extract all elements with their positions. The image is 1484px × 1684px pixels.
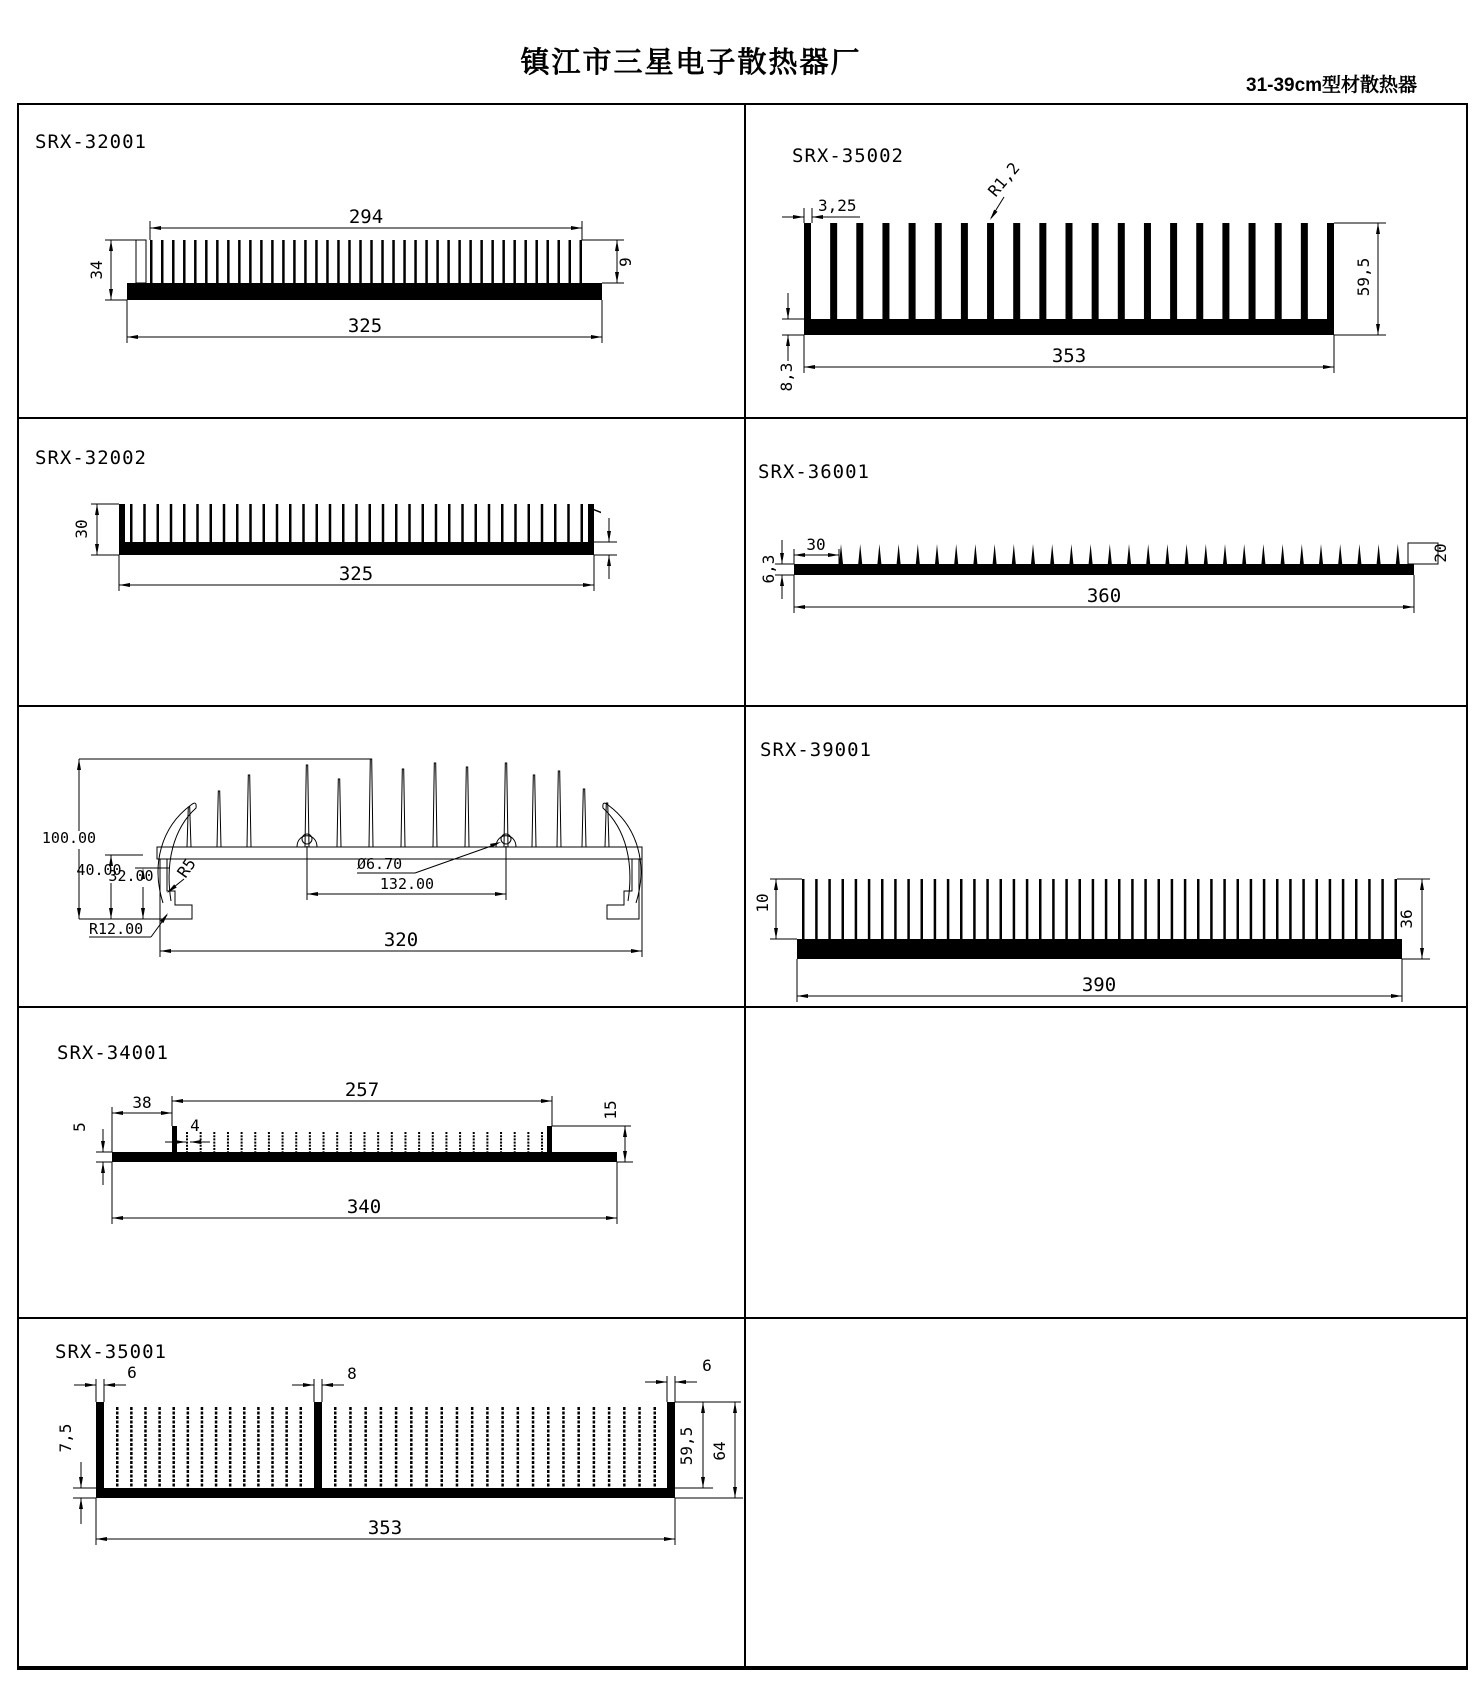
cell-srx-32001: [19, 105, 744, 417]
cell-srx-35001: [19, 1319, 744, 1666]
dim-base-thickness: 7,5: [56, 1423, 75, 1453]
drawing-profile-320: [19, 707, 744, 1006]
cell-srx-35002: [746, 105, 1466, 417]
dim-inner-height: 59,5: [677, 1426, 696, 1466]
dim-fin-span: 257: [344, 1079, 380, 1101]
dim-tip-radius: R1,2: [984, 158, 1024, 201]
cell-empty-1: [746, 1008, 1466, 1317]
dim-base-thickness: 6,3: [759, 554, 778, 584]
heatsink-profile-srx-35001: [73, 1376, 743, 1545]
dim-base-thickness: 7: [586, 506, 605, 516]
dim-hole-spacing: 132.00: [379, 875, 435, 893]
dim-fin-span: 294: [348, 206, 384, 228]
model-label-srx-34001: SRX-34001: [57, 1042, 169, 1064]
drawing-srx-35002: [746, 105, 1466, 417]
dim-overall-width: 390: [1081, 974, 1117, 996]
cell-srx-34001: [19, 1008, 744, 1317]
dim-fin-offset: 38: [132, 1093, 152, 1112]
drawing-srx-32001: [19, 105, 744, 417]
dim-fin-height: 9: [616, 257, 635, 267]
drawing-srx-35001: [19, 1319, 744, 1666]
dim-overall-width: 340: [346, 1196, 382, 1218]
model-label-srx-36001: SRX-36001: [758, 461, 870, 483]
model-label-srx-35002: SRX-35002: [792, 145, 904, 167]
dim-overall-height: 30: [72, 519, 91, 539]
drawing-srx-39001: [746, 707, 1466, 1006]
dim-end-block-height: 20: [1431, 543, 1450, 563]
dim-wall-left: 6: [127, 1363, 137, 1382]
dim-overall-height: 34: [87, 260, 106, 280]
drawing-srx-36001: [746, 419, 1466, 705]
model-label-srx-32002: SRX-32002: [35, 447, 147, 469]
dim-foot-radius: R12.00: [89, 920, 144, 938]
cell-srx-32002: [19, 419, 744, 705]
dim-overall-height: 100.00: [41, 829, 97, 847]
page-title: 镇江市三星电子散热器厂: [520, 47, 862, 79]
model-label-srx-39001: SRX-39001: [760, 739, 872, 761]
dim-overall-height: 36: [1397, 909, 1416, 929]
dim-overall-width: 325: [347, 315, 383, 337]
cell-srx-36001: [746, 419, 1466, 705]
dim-overall-height: 64: [710, 1441, 729, 1461]
dim-hole-diameter: Ø6.70: [357, 855, 403, 873]
catalog-table: [17, 103, 1468, 1670]
cell-profile-320: [19, 707, 744, 1006]
model-label-srx-32001: SRX-32001: [35, 131, 147, 153]
dim-overall-width: 353: [1051, 345, 1087, 367]
dim-overall-width: 325: [338, 563, 374, 585]
dim-fin-offset: 30: [806, 535, 826, 554]
dim-mid-height: 40.00: [76, 861, 122, 879]
dim-corner-radius: R5: [173, 854, 200, 882]
dim-wall-mid: 8: [347, 1364, 357, 1383]
model-label-srx-35001: SRX-35001: [55, 1341, 167, 1363]
cell-srx-39001: [746, 707, 1466, 1006]
drawing-srx-32002: [19, 419, 744, 705]
dim-inner-height: 32.00: [108, 867, 154, 885]
dim-wall-right: 6: [702, 1356, 712, 1375]
dim-overall-width: 353: [367, 1517, 403, 1539]
cell-empty-2: [746, 1319, 1466, 1666]
drawing-srx-34001: [19, 1008, 744, 1317]
dim-end-height: 15: [601, 1100, 620, 1120]
dim-base-thickness: 5: [70, 1122, 89, 1132]
dim-overall-height: 59,5: [1354, 257, 1373, 297]
dim-overall-width: 320: [383, 929, 419, 951]
dim-fin-height: 10: [753, 893, 772, 913]
dim-overall-width: 360: [1086, 585, 1122, 607]
dim-base-thickness: 8,3: [777, 362, 796, 392]
dim-fin-thickness: 3,25: [818, 196, 857, 215]
page-subtitle: 31-39cm型材散热器: [1246, 75, 1418, 96]
dim-fin-thickness: 4: [190, 1116, 200, 1135]
